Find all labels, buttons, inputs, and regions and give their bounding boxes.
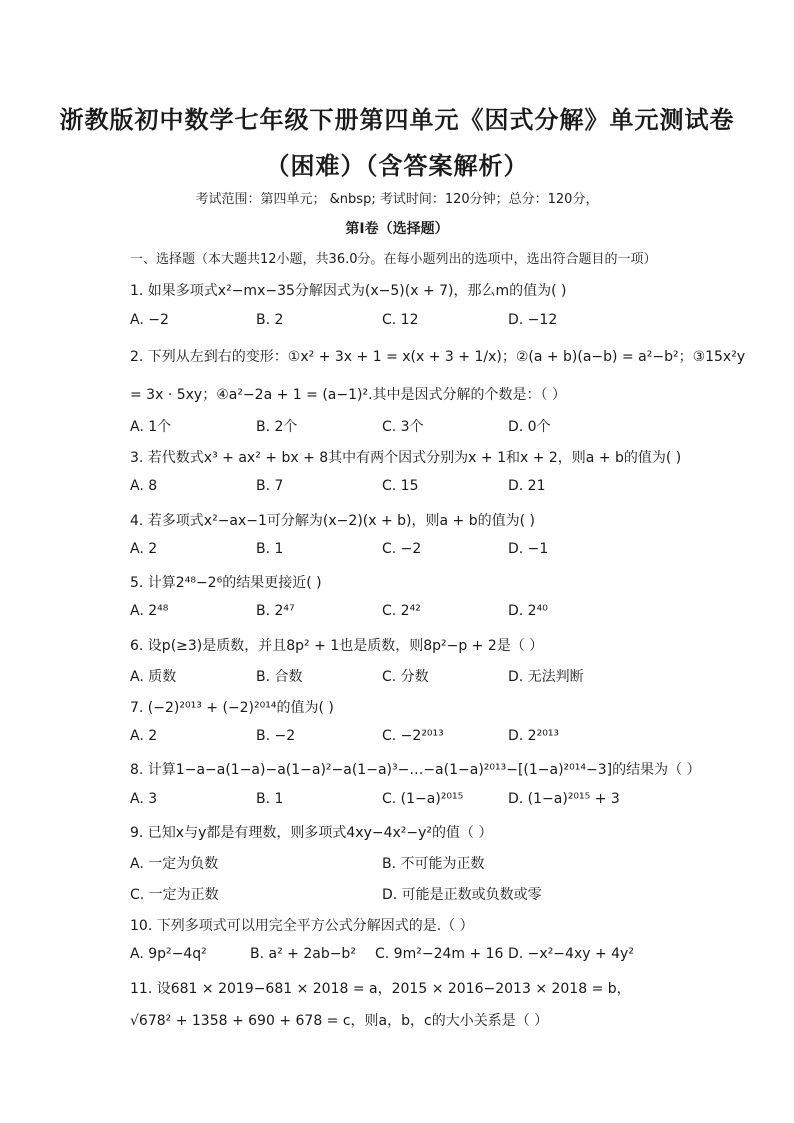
question-4-option-b: B. 1 [256, 541, 284, 557]
question-6-stem: 6. 设p(≥3)是质数，并且8p² + 1也是质数，则8p²−p + 2是（ ） [130, 638, 544, 654]
question-7-option-c: C. −2²⁰¹³ [382, 728, 444, 744]
question-5-option-a: A. 2⁴⁸ [130, 603, 169, 619]
question-4-option-c: C. −2 [382, 541, 422, 557]
question-7-option-a: A. 2 [130, 728, 158, 744]
question-7-stem: 7. (−2)²⁰¹³ + (−2)²⁰¹⁴的值为( ) [130, 700, 334, 716]
question-9-option-d: D. 可能是正数或负数或零 [382, 887, 542, 903]
question-6-option-d: D. 无法判断 [508, 669, 584, 685]
question-9-option-b: B. 不可能为正数 [382, 856, 485, 872]
question-8-option-b: B. 1 [256, 791, 284, 807]
question-6-option-b: B. 合数 [256, 669, 303, 685]
question-2-option-d: D. 0个 [508, 419, 551, 435]
question-5-option-b: B. 2⁴⁷ [256, 603, 295, 619]
question-2-option-b: B. 2个 [256, 419, 298, 435]
question-7-option-b: B. −2 [256, 728, 296, 744]
question-3-option-d: D. 21 [508, 478, 546, 494]
question-10-option-a: A. 9p²−4q² [130, 946, 207, 962]
question-3-option-a: A. 8 [130, 478, 158, 494]
question-9-option-c: C. 一定为正数 [130, 887, 219, 903]
question-1-option-c: C. 12 [382, 312, 419, 328]
question-1-option-b: B. 2 [256, 312, 284, 328]
question-8-option-c: C. (1−a)²⁰¹⁵ [382, 791, 464, 807]
question-3-option-b: B. 7 [256, 478, 284, 494]
question-5-stem: 5. 计算2⁴⁸−2⁶的结果更接近( ) [130, 575, 322, 591]
question-11-stem-continued: √678² + 1358 + 690 + 678 = c，则a，b，c的大小关系是（ ） [130, 1013, 549, 1029]
question-6-option-a: A. 质数 [130, 669, 177, 685]
question-2-option-a: A. 1个 [130, 419, 172, 435]
question-1-stem: 1. 如果多项式x²−mx−35分解因式为(x−5)(x + 7)，那么m的值为( ) [130, 283, 567, 299]
part-heading: 第I卷（选择题） [345, 221, 449, 237]
question-3-option-c: C. 15 [382, 478, 419, 494]
question-1-option-d: D. −12 [508, 312, 558, 328]
question-5-option-d: D. 2⁴⁰ [508, 603, 548, 619]
question-6-option-c: C. 分数 [382, 669, 429, 685]
question-8-stem: 8. 计算1−a−a(1−a)−a(1−a)²−a(1−a)³−…−a(1−a)²⁰¹³−[(1−a)²⁰¹⁴−3]的结果为（ ） [130, 762, 701, 778]
question-10-option-c: C. 9m²−24m + 16 [375, 946, 504, 962]
question-4-option-a: A. 2 [130, 541, 158, 557]
question-11-stem: 11. 设681 × 2019−681 × 2018 = a，2015 × 2016−2013 × 2018 = b， [130, 981, 631, 997]
question-5-option-c: C. 2⁴² [382, 603, 421, 619]
question-8-option-d: D. (1−a)²⁰¹⁵ + 3 [508, 791, 620, 807]
exam-info: 考试范围：第四单元； &nbsp; 考试时间：120分钟；总分：120分， [195, 192, 599, 207]
question-2-stem-continued: = 3x · 5xy；④a²−2a + 1 = (a−1)².其中是因式分解的个数是：（ ） [130, 387, 566, 403]
question-10-option-d: D. −x²−4xy + 4y² [508, 946, 634, 962]
question-9-option-a: A. 一定为负数 [130, 856, 219, 872]
question-7-option-d: D. 2²⁰¹³ [508, 728, 560, 744]
title-line-1: 浙教版初中数学七年级下册第四单元《因式分解》单元测试卷 [59, 105, 735, 134]
question-10-stem: 10. 下列多项式可以用完全平方公式分解因式的是.（ ） [130, 918, 474, 934]
question-4-option-d: D. −1 [508, 541, 549, 557]
question-9-stem: 9. 已知x与y都是有理数，则多项式4xy−4x²−y²的值（ ） [130, 825, 493, 841]
question-2-stem: 2. 下列从左到右的变形：①x² + 3x + 1 = x(x + 3 + 1/x)；②(a + b)(a−b) = a²−b²；③15x²y [130, 349, 746, 365]
section-heading: 一、选择题（本大题共12小题，共36.0分。在每小题列出的选项中，选出符合题目的一项） [130, 252, 657, 267]
title-line-2: （困难）（含答案解析） [265, 151, 529, 180]
question-8-option-a: A. 3 [130, 791, 158, 807]
question-1-option-a: A. −2 [130, 312, 169, 328]
question-4-stem: 4. 若多项式x²−ax−1可分解为(x−2)(x + b)，则a + b的值为( ) [130, 513, 535, 529]
question-10-option-b: B. a² + 2ab−b² [250, 946, 356, 962]
question-3-stem: 3. 若代数式x³ + ax² + bx + 8其中有两个因式分别为x + 1和x + 2，则a + b的值为( ) [130, 450, 682, 466]
question-2-option-c: C. 3个 [382, 419, 424, 435]
